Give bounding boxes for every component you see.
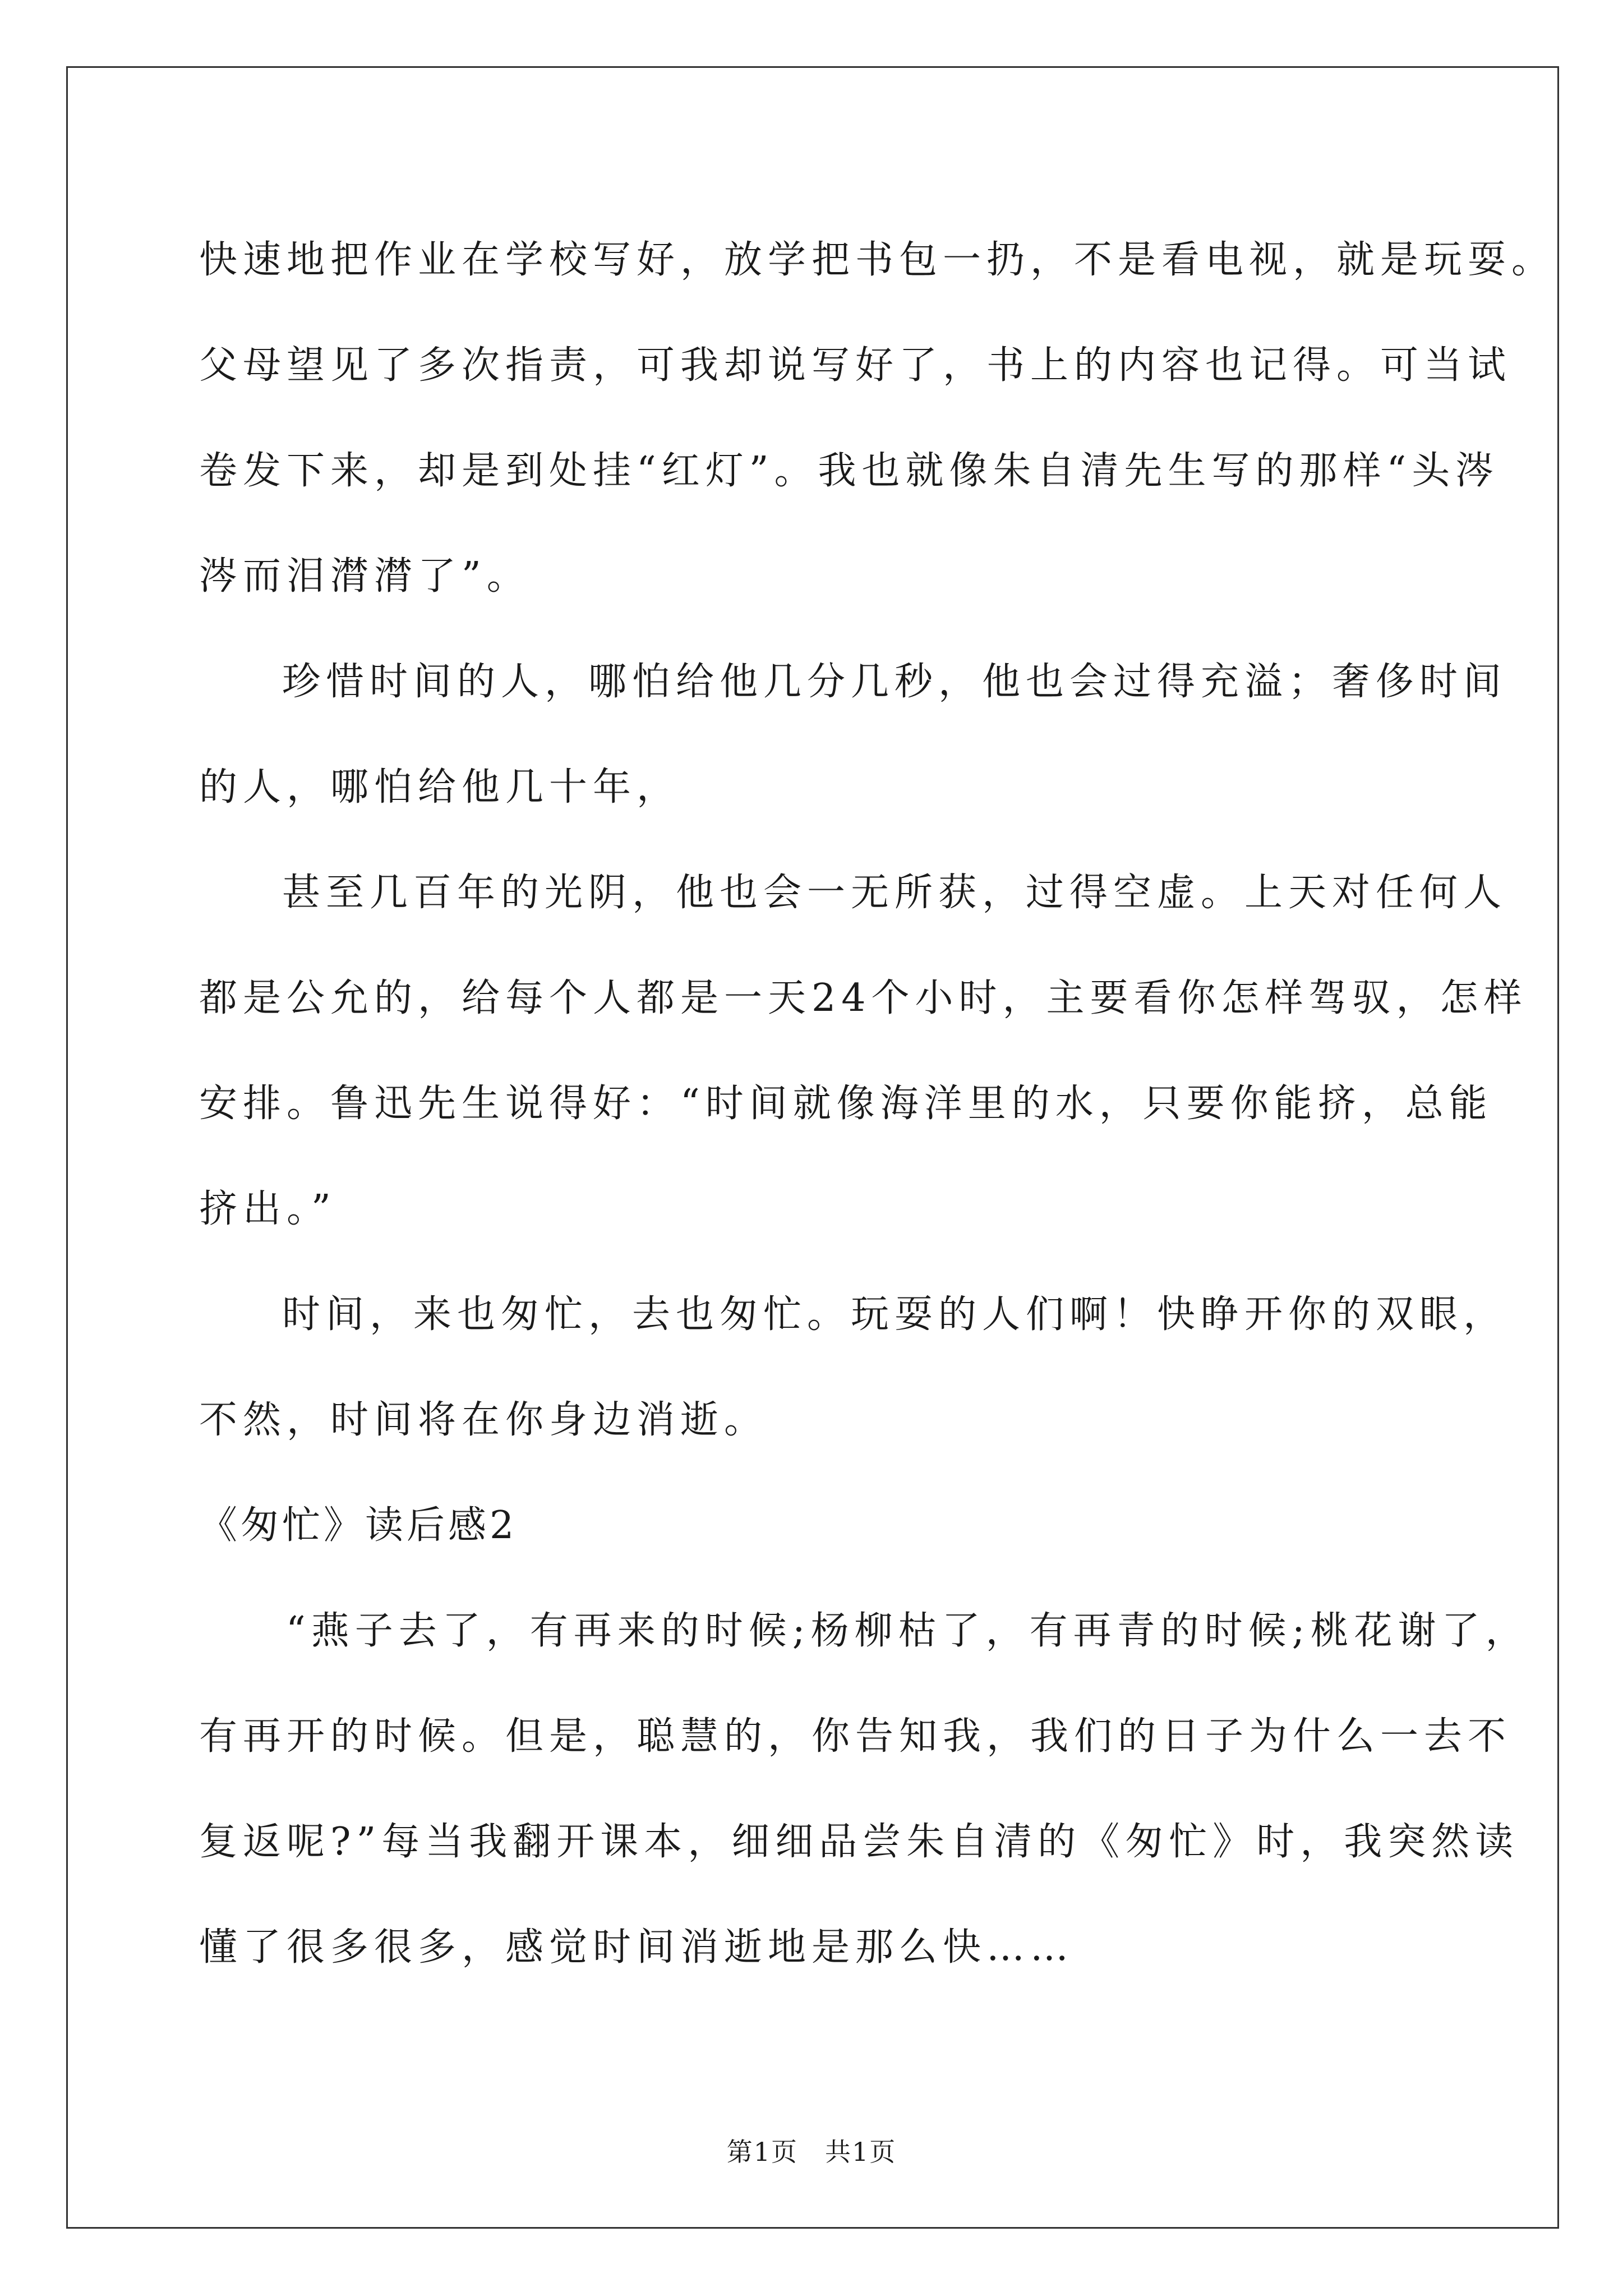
text-line: 甚至几百年的光阴，他也会一无所获，过得空虚。上天对任何人 — [282, 871, 1507, 915]
text-line: 都是公允的，给每个人都是一天24个小时，主要看你怎样驾驭，怎样 — [199, 976, 1528, 1020]
text-line: 不然，时间将在你身边消逝。 — [199, 1398, 768, 1442]
text-line: 懂了很多很多，感觉时间消逝地是那么快…… — [199, 1925, 1075, 1970]
document-body — [199, 208, 1556, 2000]
text-line: 珍惜时间的人，哪怕给他几分几秒，他也会过得充溢；奢侈时间 — [282, 660, 1507, 704]
text-line: “燕子去了，有再来的时候;杨柳枯了，有再青的时候;桃花谢了， — [286, 1609, 1529, 1653]
page-footer: 第1页 共1页 — [726, 2137, 897, 2167]
text-line: 有再开的时候。但是，聪慧的，你告知我，我们的日子为什么一去不 — [199, 1714, 1512, 1759]
text-line: 父母望见了多次指责，可我却说写好了，书上的内容也记得。可当试 — [199, 343, 1512, 388]
text-line: 安排。鲁迅先生说得好：“时间就像海洋里的水，只要你能挤，总能 — [199, 1082, 1493, 1126]
text-line: 的人，哪怕给他几十年， — [199, 765, 681, 809]
text-line: 卷发下来，却是到处挂“红灯”。我也就像朱自清先生写的那样“头涔 — [199, 449, 1500, 493]
text-line: 挤出。” — [199, 1187, 336, 1231]
text-line: 涔而泪潸潸了”。 — [199, 554, 531, 599]
text-line: 复返呢?”每当我翻开课本，细细品尝朱自清的《匆忙》时，我突然读 — [199, 1820, 1519, 1864]
text-line: 时间，来也匆忙，去也匆忙。玩耍的人们啊！快睁开你的双眼， — [282, 1292, 1507, 1337]
section-heading: 《匆忙》读后感2 — [199, 1503, 518, 1548]
text-line: 快速地把作业在学校写好，放学把书包一扔，不是看电视，就是玩耍。 — [199, 238, 1556, 282]
